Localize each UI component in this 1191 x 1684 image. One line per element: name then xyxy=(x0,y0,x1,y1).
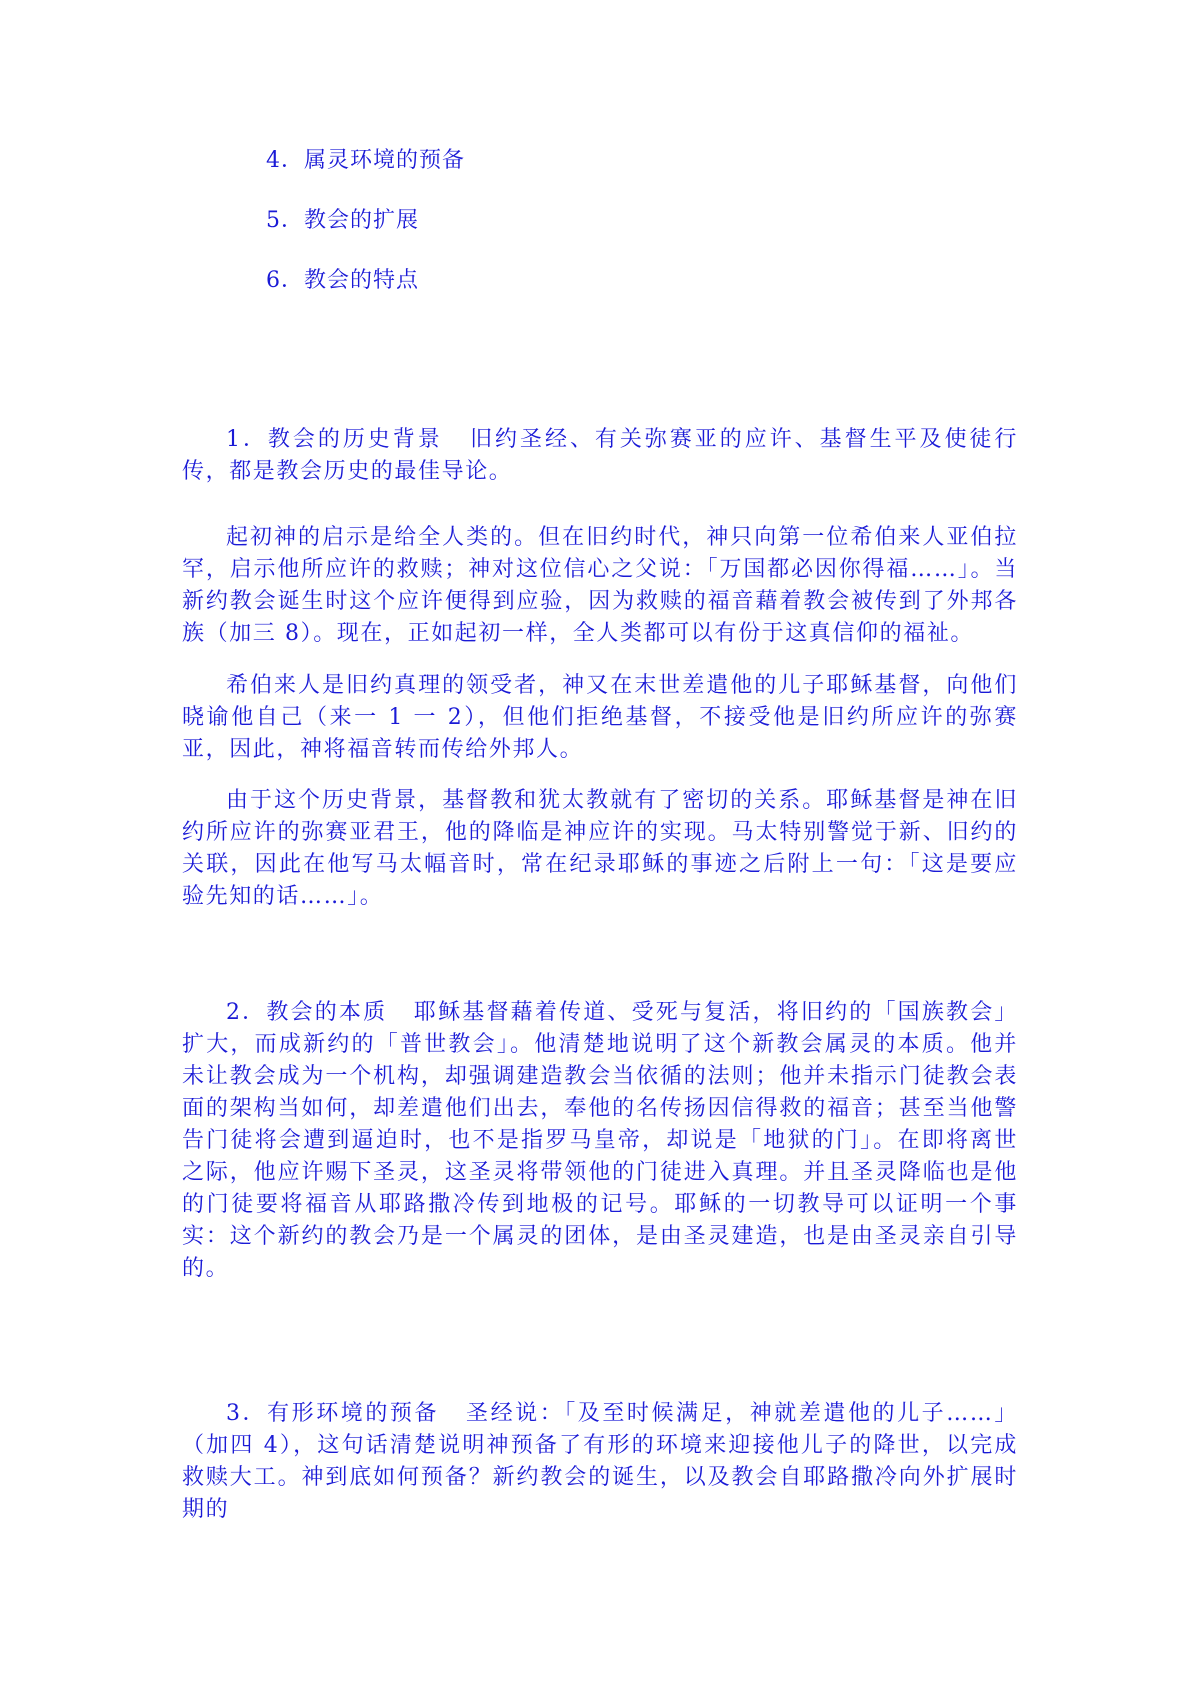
section-3-paragraph xyxy=(182,1398,1018,1526)
section-1-intro-paragraph xyxy=(182,424,1018,488)
paragraph-text: 圣经说：「及至时候满足，神就差遣他的儿子……」（加四 4），这句话清楚说明神预备了有形的环境来迎接他儿子的降世，以完成救赎大工。神到底如何预备？新约教会的诞生，以及教会自耶路撒冷向外扩展时期的 xyxy=(182,1401,1018,1522)
paragraph-text: 旧约圣经、有关弥赛亚的应许、基督生平及使徒行传，都是教会历史的最佳导论。 xyxy=(182,427,1019,484)
section-2-paragraph xyxy=(182,997,1018,1285)
paragraph-text: 耶稣基督藉着传道、受死与复活，将旧约的「国族教会」扩大，而成新约的「普世教会」。他清楚地说明了这个新教会属灵的本质。他并未让教会成为一个机构，却强调建造教会当依循的法则；他并未指示门徒教会表面的架构当如何，却差遣他们出去，奉他的名传扬因信得救的福音；甚至当他警告门徒将会遭到逼迫时，也不是指罗马皇帝，却说是「地狱的门」。在即将离世之际，他应许赐下圣灵，这圣灵将带领他的门徒进入真理。并且圣灵降临也是他的门徒要将福音从耶路撒冷传到地极的记号。耶稣的一切教导可以证明一个事实：这个新约的教会乃是一个属灵的团体，是由圣灵建造，也是由圣灵亲自引导的。 xyxy=(182,1000,1018,1281)
toc-item: 4．属灵环境的预备 xyxy=(266,148,465,173)
toc-item: 6．教会的特点 xyxy=(266,268,419,293)
paragraph: 起初神的启示是给全人类的。但在旧约时代，神只向第一位希伯来人亚伯拉罕，启示他所应许的救赎；神对这位信心之父说：「万国都必因你得福……」。当新约教会诞生时这个应许便得到应验，因为救赎的福音藉着教会被传到了外邦各族（加三 8）。现在，正如起初一样，全人类都可以有份于这真信仰的福祉。 xyxy=(182,525,1018,646)
section-heading: 3．有形环境的预备 xyxy=(226,1401,440,1426)
paragraph: 希伯来人是旧约真理的领受者，神又在末世差遣他的儿子耶稣基督，向他们晓谕他自己（来一 1 一 2），但他们拒绝基督，不接受他是旧约所应许的弥赛亚，因此，神将福音转而传给外邦人。 xyxy=(182,673,1018,762)
paragraph: 由于这个历史背景，基督教和犹太教就有了密切的关系。耶稣基督是神在旧约所应许的弥赛亚君王，他的降临是神应许的实现。马太特别警觉于新、旧约的关联，因此在他写马太幅音时，常在纪录耶稣的事迹之后附上一句：「这是要应验先知的话……」。 xyxy=(182,788,1018,909)
section-heading: 1．教会的历史背景 xyxy=(226,427,443,452)
toc-item: 5．教会的扩展 xyxy=(266,208,419,233)
section-heading: 2．教会的本质 xyxy=(226,1000,388,1025)
